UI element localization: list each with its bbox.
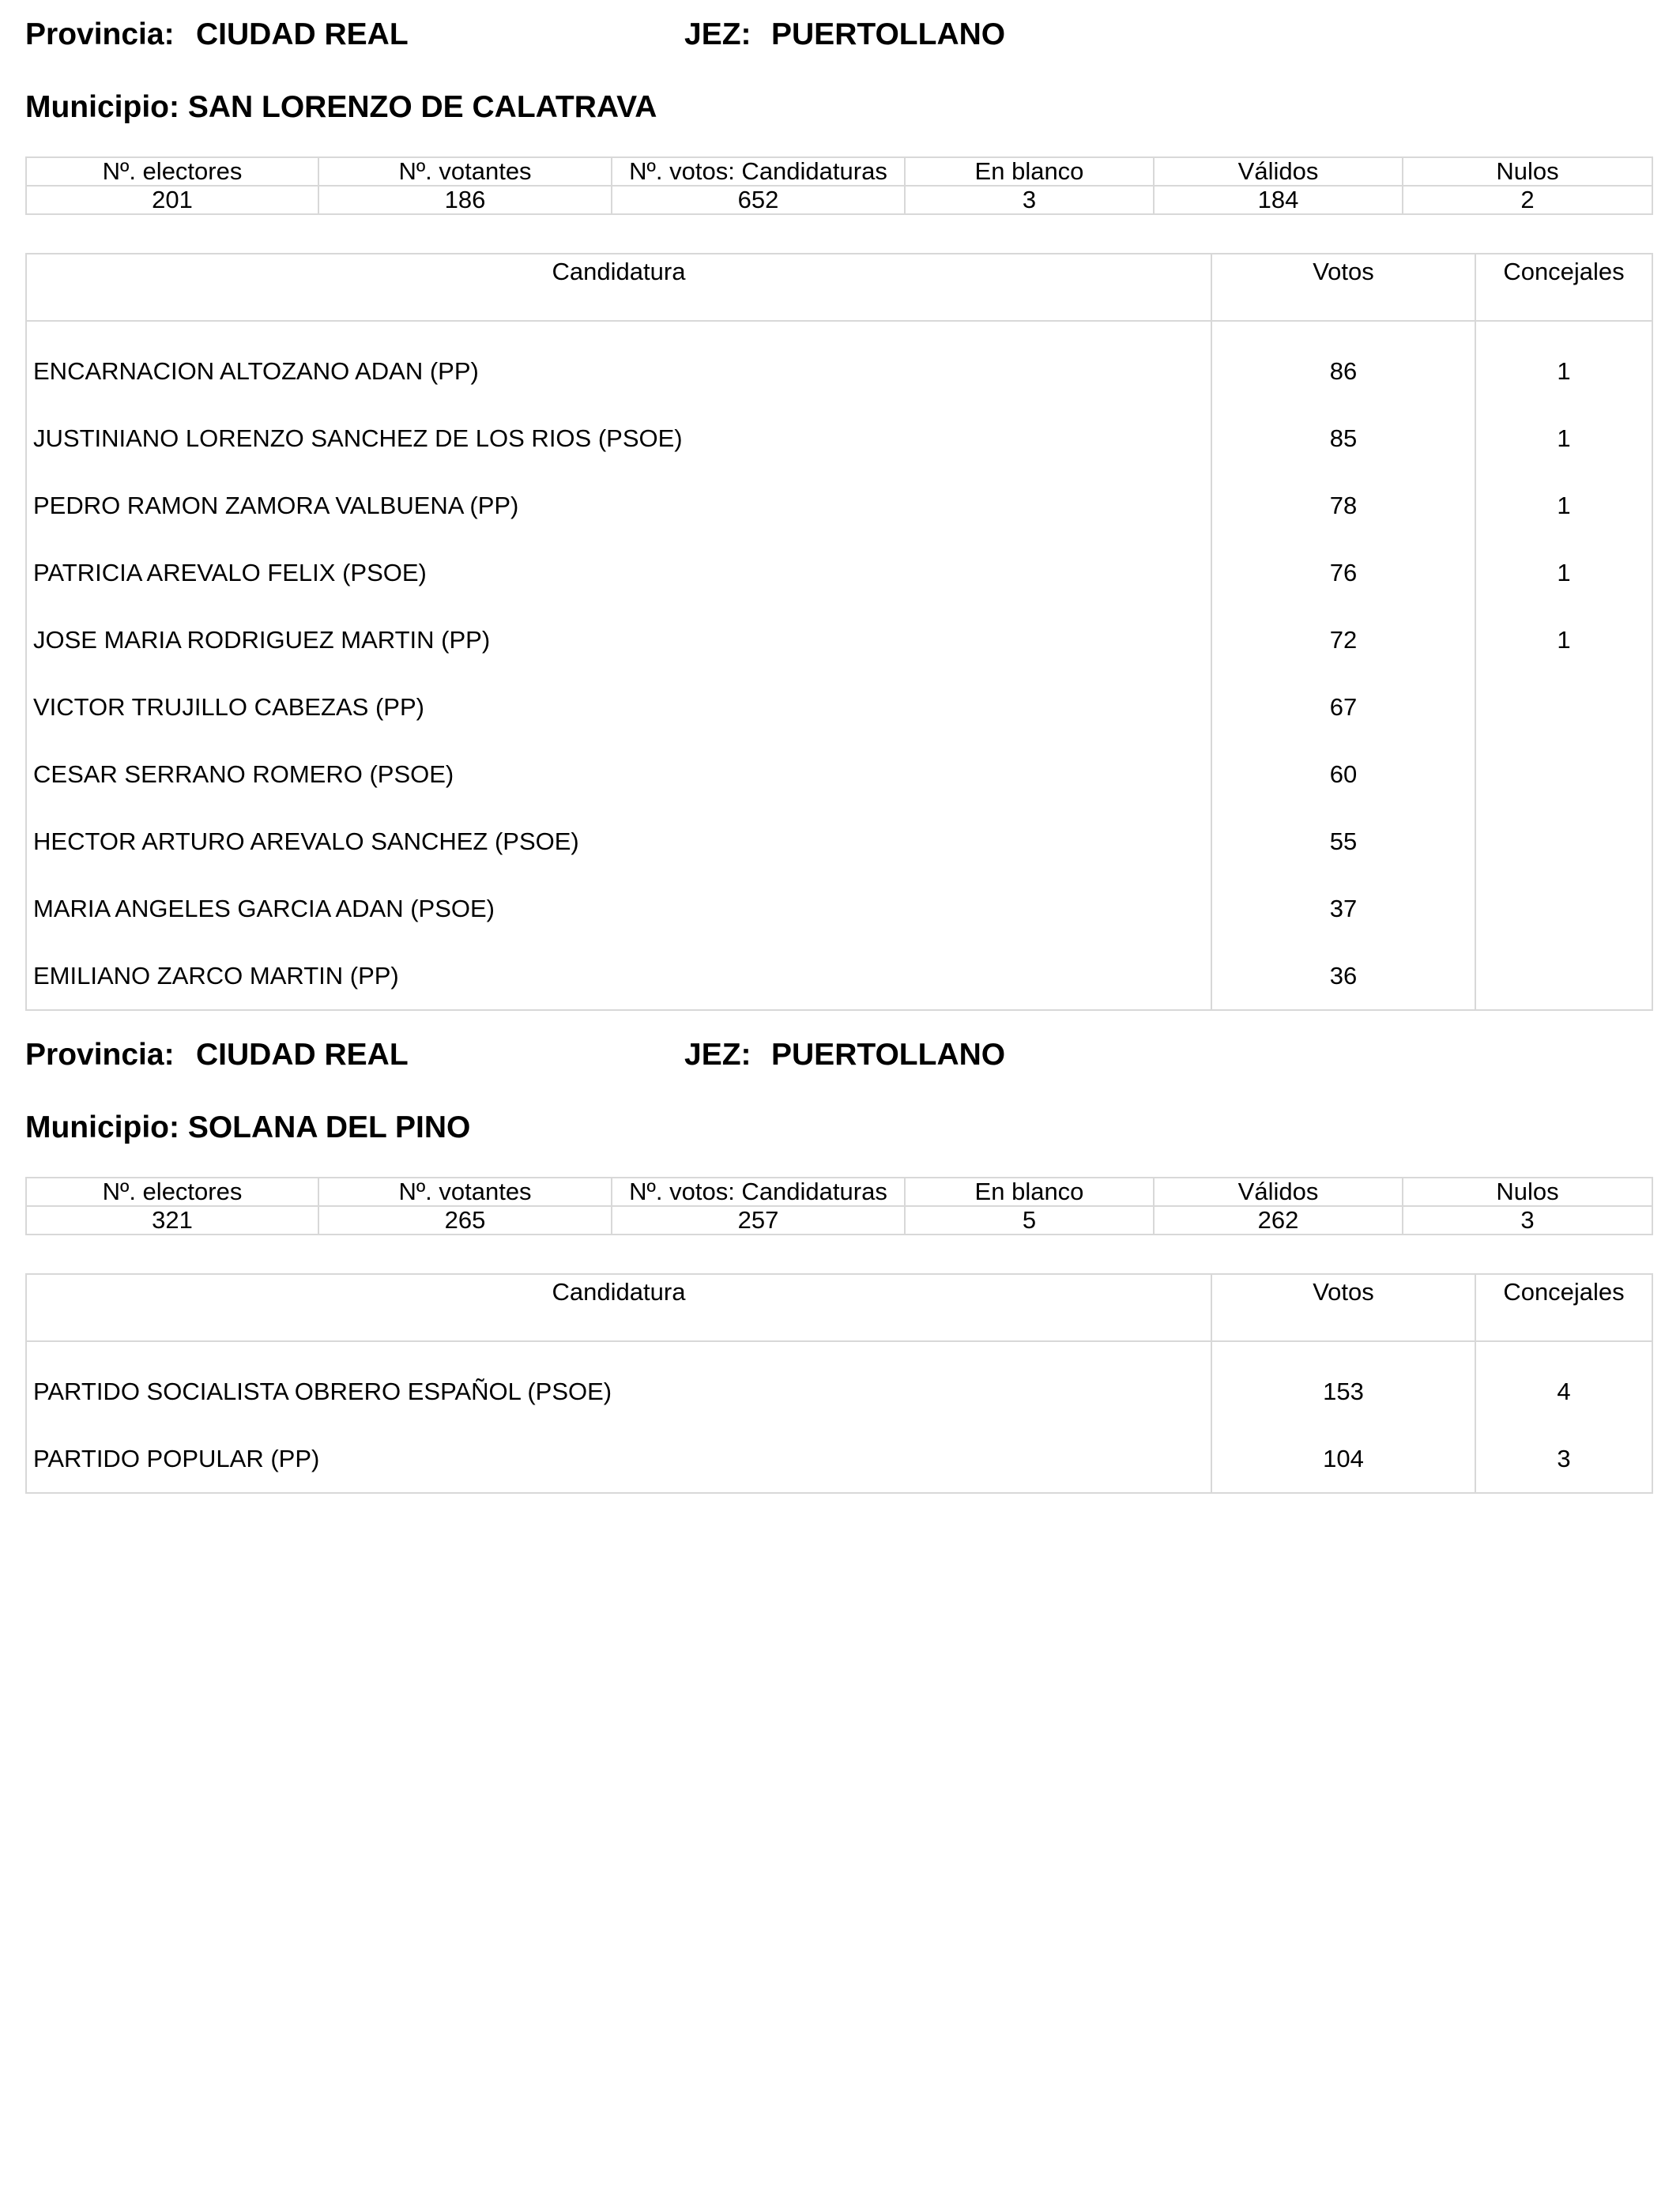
stats-value-row [26, 1206, 1652, 1235]
candidate-votes: 153 [1211, 1341, 1475, 1425]
table-row [26, 942, 1652, 1010]
candidate-votes: 104 [1211, 1425, 1475, 1493]
municipio-header [25, 90, 1652, 138]
candidate-seats: 1 [1475, 606, 1652, 673]
candidates-table [25, 1273, 1653, 1494]
stats-header: Nº. votos: Candidaturas [612, 1178, 905, 1206]
stats-header: Nulos [1403, 157, 1652, 186]
provincia-value: CIUDAD REAL [196, 1038, 409, 1072]
provincia-label: Provincia: [25, 1038, 175, 1072]
candidate-name: EMILIANO ZARCO MARTIN (PP) [33, 961, 399, 990]
stats-table [25, 156, 1653, 215]
candidate-seats [1475, 741, 1652, 808]
stats-header: Nº. electores [26, 157, 318, 186]
stats-value: 186 [318, 186, 612, 214]
candidate-name: ENCARNACION ALTOZANO ADAN (PP) [33, 356, 479, 385]
stats-header: Válidos [1154, 1178, 1403, 1206]
jez-value: PUERTOLLANO [771, 17, 1006, 51]
municipio-value: SOLANA DEL PINO [187, 1110, 471, 1144]
candidate-name: CESAR SERRANO ROMERO (PSOE) [33, 760, 454, 788]
candidate-name: VICTOR TRUJILLO CABEZAS (PP) [33, 692, 424, 721]
candidate-name: MARIA ANGELES GARCIA ADAN (PSOE) [33, 894, 495, 922]
provincia-label: Provincia: [25, 17, 175, 51]
table-row [26, 808, 1652, 875]
provincia-value: CIUDAD REAL [196, 17, 409, 51]
stats-header-row [26, 157, 1652, 186]
candidate-votes: 72 [1211, 606, 1475, 673]
candidate-seats [1475, 673, 1652, 741]
stats-table [25, 1177, 1653, 1235]
col-candidatura: Candidatura [26, 254, 1211, 321]
candidate-name: PARTIDO SOCIALISTA OBRERO ESPAÑOL (PSOE) [33, 1377, 612, 1405]
candidate-seats: 1 [1475, 539, 1652, 606]
candidate-votes: 86 [1211, 321, 1475, 405]
municipio-value: SAN LORENZO DE CALATRAVA [187, 90, 657, 124]
candidate-votes: 78 [1211, 472, 1475, 539]
table-row [26, 539, 1652, 606]
candidate-name: PARTIDO POPULAR (PP) [33, 1444, 320, 1472]
section-san-lorenzo [25, 17, 1652, 1011]
jez-value: PUERTOLLANO [771, 1038, 1006, 1072]
candidate-seats: 4 [1475, 1341, 1652, 1425]
col-concejales: Concejales [1475, 1274, 1652, 1341]
table-row [26, 673, 1652, 741]
candidate-votes: 85 [1211, 405, 1475, 472]
municipio-header [25, 1110, 1652, 1158]
stats-header: Válidos [1154, 157, 1403, 186]
stats-value: 201 [26, 186, 318, 214]
candidates-header-row [26, 1274, 1652, 1341]
candidate-votes: 67 [1211, 673, 1475, 741]
candidate-votes: 60 [1211, 741, 1475, 808]
col-votos: Votos [1211, 1274, 1475, 1341]
candidate-seats: 3 [1475, 1425, 1652, 1493]
stats-value: 3 [1403, 1206, 1652, 1235]
candidate-name: JUSTINIANO LORENZO SANCHEZ DE LOS RIOS (PSOE) [33, 424, 683, 452]
stats-value-row [26, 186, 1652, 214]
candidate-seats: 1 [1475, 405, 1652, 472]
candidate-name: PEDRO RAMON ZAMORA VALBUENA (PP) [33, 491, 519, 519]
province-header [25, 1038, 1652, 1085]
jez-label: JEZ: [684, 17, 751, 51]
stats-header-row [26, 1178, 1652, 1206]
stats-value: 5 [905, 1206, 1154, 1235]
stats-header: Nº. electores [26, 1178, 318, 1206]
candidate-seats [1475, 808, 1652, 875]
col-candidatura: Candidatura [26, 1274, 1211, 1341]
stats-value: 257 [612, 1206, 905, 1235]
candidate-name: HECTOR ARTURO AREVALO SANCHEZ (PSOE) [33, 827, 579, 855]
stats-header: En blanco [905, 157, 1154, 186]
candidates-table [25, 253, 1653, 1011]
col-concejales: Concejales [1475, 254, 1652, 321]
candidate-seats [1475, 942, 1652, 1010]
municipio-label: Municipio: [25, 1110, 179, 1144]
table-row [26, 741, 1652, 808]
candidate-votes: 36 [1211, 942, 1475, 1010]
stats-header: En blanco [905, 1178, 1154, 1206]
stats-value: 262 [1154, 1206, 1403, 1235]
table-row [26, 606, 1652, 673]
table-row [26, 472, 1652, 539]
province-header [25, 17, 1652, 65]
table-row [26, 321, 1652, 405]
candidates-header-row [26, 254, 1652, 321]
candidate-seats: 1 [1475, 321, 1652, 405]
candidate-votes: 76 [1211, 539, 1475, 606]
table-row [26, 875, 1652, 942]
stats-value: 321 [26, 1206, 318, 1235]
stats-header: Nulos [1403, 1178, 1652, 1206]
section-solana-del-pino [25, 1038, 1652, 1494]
col-votos: Votos [1211, 254, 1475, 321]
stats-header: Nº. votantes [318, 157, 612, 186]
table-row [26, 405, 1652, 472]
table-row [26, 1425, 1652, 1493]
candidate-votes: 37 [1211, 875, 1475, 942]
stats-value: 184 [1154, 186, 1403, 214]
municipio-label: Municipio: [25, 90, 179, 124]
candidate-name: PATRICIA AREVALO FELIX (PSOE) [33, 558, 427, 586]
stats-value: 265 [318, 1206, 612, 1235]
table-row [26, 1341, 1652, 1425]
candidate-name: JOSE MARIA RODRIGUEZ MARTIN (PP) [33, 625, 491, 654]
candidate-seats [1475, 875, 1652, 942]
stats-value: 652 [612, 186, 905, 214]
stats-header: Nº. votos: Candidaturas [612, 157, 905, 186]
stats-value: 3 [905, 186, 1154, 214]
stats-value: 2 [1403, 186, 1652, 214]
candidate-seats: 1 [1475, 472, 1652, 539]
candidate-votes: 55 [1211, 808, 1475, 875]
stats-header: Nº. votantes [318, 1178, 612, 1206]
jez-label: JEZ: [684, 1038, 751, 1072]
